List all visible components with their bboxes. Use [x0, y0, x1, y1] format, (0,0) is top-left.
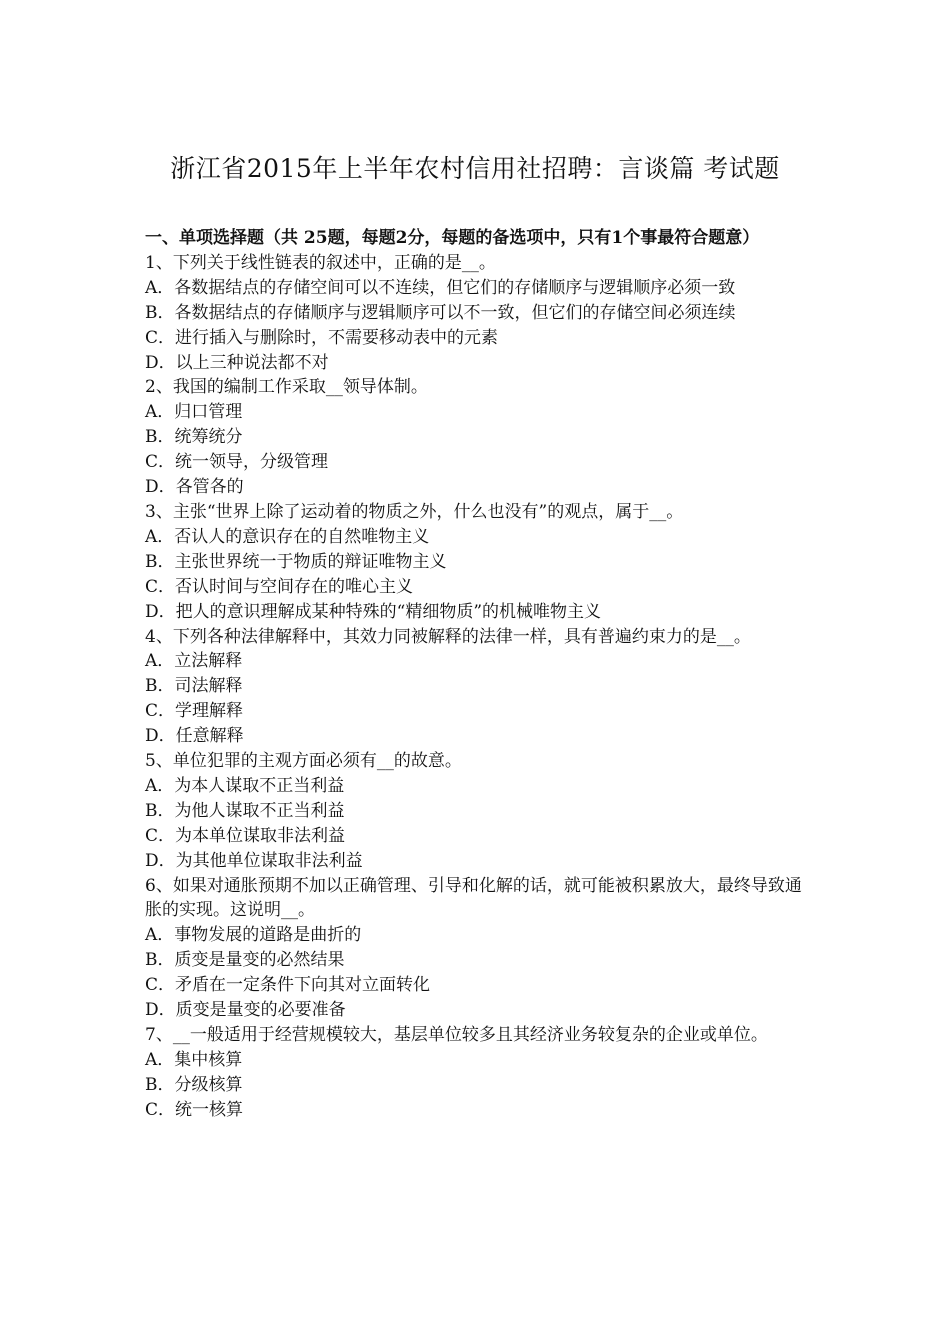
- question-4-stem: 4、下列各种法律解释中，其效力同被解释的法律一样，具有普遍约束力的是__。: [145, 626, 751, 647]
- question-7-option-c: C．统一核算: [145, 1099, 244, 1120]
- question-3-option-b: B．主张世界统一于物质的辩证唯物主义: [145, 551, 447, 572]
- question-5-option-d: D．为其他单位谋取非法利益: [145, 850, 363, 871]
- question-1-option-a: A．各数据结点的存储空间可以不连续，但它们的存储顺序与逻辑顺序必须一致: [145, 277, 736, 298]
- question-4-option-b: B．司法解释: [145, 676, 243, 697]
- question-2-option-c: C．统一领导，分级管理: [145, 452, 329, 473]
- question-7-option-b: B．分级核算: [145, 1074, 243, 1095]
- question-4-option-c: C．学理解释: [145, 701, 244, 722]
- question-6-option-b: B．质变是量变的必然结果: [145, 950, 345, 971]
- question-2-stem: 2、我国的编制工作采取__领导体制。: [145, 377, 428, 398]
- question-2-option-d: D．各管各的: [145, 477, 244, 498]
- question-6-option-a: A．事物发展的道路是曲折的: [145, 925, 362, 946]
- question-4-option-d: D．任意解释: [145, 726, 244, 747]
- question-3-option-c: C．否认时间与空间存在的唯心主义: [145, 576, 414, 597]
- question-1-stem: 1、下列关于线性链表的叙述中，正确的是__。: [145, 252, 496, 273]
- question-3-option-d: D．把人的意识理解成某种特殊的“精细物质”的机械唯物主义: [145, 601, 602, 622]
- question-5-stem: 5、单位犯罪的主观方面必须有__的故意。: [145, 751, 462, 772]
- question-5-option-a: A．为本人谋取不正当利益: [145, 775, 345, 796]
- question-3-stem: 3、主张“世界上除了运动着的物质之外，什么也没有”的观点，属于__。: [145, 501, 684, 522]
- question-1-option-c: C．进行插入与删除时，不需要移动表中的元素: [145, 327, 499, 348]
- question-7-stem: 7、__一般适用于经营规模较大，基层单位较多且其经济业务较复杂的企业或单位。: [145, 1025, 768, 1045]
- question-6-stem: 6、如果对通胀预期不加以正确管理、引导和化解的话，就可能被积累放大，最终导致通胀的实现。这说明__。: [145, 875, 802, 921]
- question-5-option-b: B．为他人谋取不正当利益: [145, 800, 345, 821]
- question-6-option-d: D．质变是量变的必要准备: [145, 1000, 346, 1021]
- question-1-option-b: B．各数据结点的存储顺序与逻辑顺序可以不一致，但它们的存储空间必须连续: [145, 302, 736, 323]
- question-2-option-a: A．归口管理: [145, 402, 243, 423]
- question-6-option-c: C．矛盾在一定条件下向其对立面转化: [145, 975, 431, 996]
- document-title: 浙江省2015年上半年农村信用社招聘：言谈篇 考试题: [170, 154, 780, 183]
- question-5-option-c: C．为本单位谋取非法利益: [145, 825, 346, 846]
- question-4-option-a: A．立法解释: [145, 651, 243, 672]
- section-heading: 一、单项选择题（共 25题，每题2分，每题的备选项中，只有1个事最符合题意）: [145, 228, 760, 248]
- question-1-option-d: D．以上三种说法都不对: [145, 352, 329, 373]
- question-7-option-a: A．集中核算: [145, 1049, 243, 1070]
- document-body: [145, 226, 817, 1123]
- question-3-option-a: A．否认人的意识存在的自然唯物主义: [145, 526, 430, 547]
- question-2-option-b: B．统筹统分: [145, 427, 243, 448]
